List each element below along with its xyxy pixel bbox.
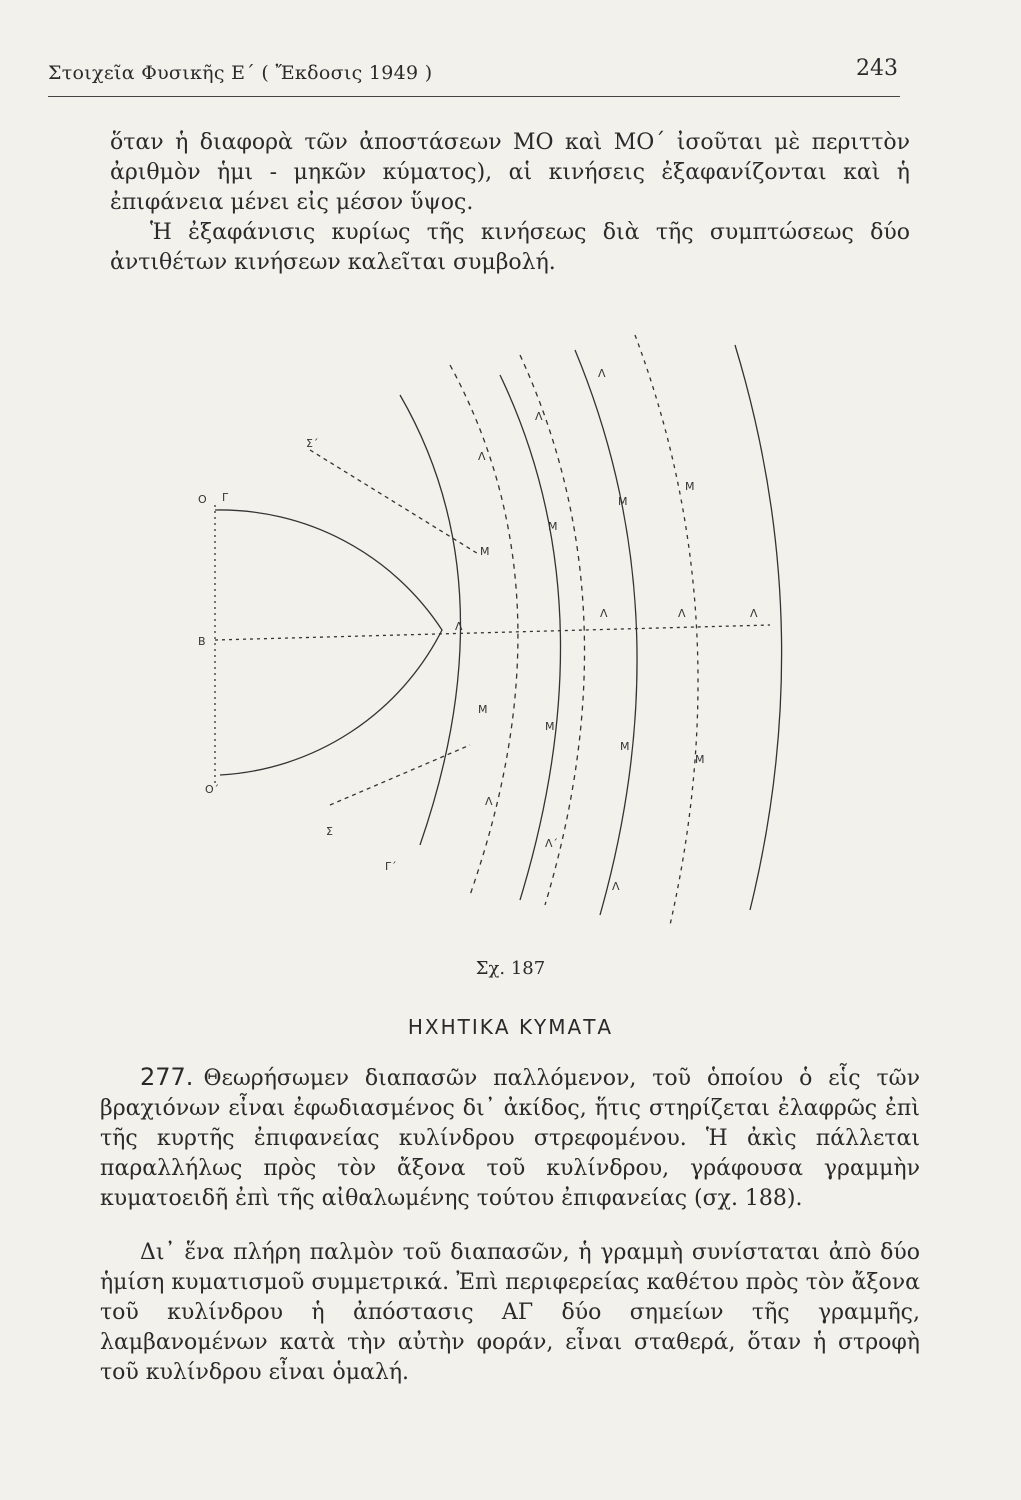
- wave-interference-diagram: [180, 325, 800, 965]
- label-Lambda-6: Λ: [678, 607, 686, 620]
- label-M-7: M: [620, 740, 630, 753]
- label-M-5: M: [478, 703, 488, 716]
- page-number: 243: [856, 56, 898, 81]
- paragraph-3: Θεωρήσωμεν διαπασῶν παλλόμενον, τοῦ ὁποίου ὁ εἷς τῶν βραχιόνων εἶναι ἐφωδιασμένος δι᾿ ἀκίδος, ἥτις στηρίζεται ἐλαφρῶς ἐπὶ τῆς κυρτῆς ἐπιφανείας κυλίνδρου στρεφομένου. Ἡ ἀκὶς πάλλεται παραλλήλως πρὸς τὸν ἄξονα τοῦ κυλίνδρου, γράφουσα γραμμὴν κυματοειδῆ ἐπὶ τῆς αἰθαλωμένης τούτου ἐπιφανείας (σχ. 188).: [100, 1066, 920, 1211]
- label-Gamma-prime: Γ΄: [385, 860, 397, 873]
- wavefront-4: [575, 350, 637, 915]
- label-M-6: M: [545, 720, 555, 733]
- wavefront-5: [735, 345, 782, 910]
- label-M-4: M: [685, 480, 695, 493]
- label-Lambda-3: Λ: [598, 367, 606, 380]
- paragraph-1: ὅταν ἡ διαφορὰ τῶν ἀποστάσεων ΜΟ καὶ ΜΟ΄ ἰσοῦται μὲ περιττὸν ἀριθμὸν ἡμι - μηκῶν κύματος), αἱ κινήσεις ἐξαφανίζονται καὶ ἡ ἐπιφάνεια μένει εἰς μέσον ὕψος.: [110, 130, 910, 215]
- label-M-1: M: [480, 545, 490, 558]
- lower-diagonal: [330, 745, 470, 805]
- label-B: B: [198, 635, 206, 648]
- paragraph-2: Ἡ ἐξαφάνισις κυρίως τῆς κινήσεως διὰ τῆς συμπτώσεως δύο ἀντιθέτων κινήσεων καλεῖται συμβολή.: [110, 220, 910, 275]
- section-277-continued: [100, 1238, 920, 1388]
- running-title: Στοιχεῖα Φυσικῆς Ε΄ ( Ἔκδοσις 1949 ): [48, 62, 433, 84]
- wavefront-2: [400, 395, 461, 845]
- label-Lambda-2: Λ: [535, 410, 543, 423]
- label-Lambda-prime: Λ΄: [545, 837, 559, 850]
- horizontal-axis: [215, 625, 770, 640]
- label-M-8: M: [695, 753, 705, 766]
- figure-caption: Σχ. 187: [475, 958, 546, 979]
- section-277: [100, 1062, 920, 1214]
- label-Lambda-5: Λ: [600, 607, 608, 620]
- page-header: [48, 56, 898, 92]
- label-O-prime: O΄: [205, 783, 220, 796]
- label-Lambda-8: Λ: [485, 795, 493, 808]
- label-M-3: M: [618, 495, 628, 508]
- intro-text: [110, 128, 910, 278]
- label-M-2: M: [548, 520, 558, 533]
- wavefront-1: [215, 510, 442, 775]
- upper-diagonal: [310, 450, 480, 555]
- label-Sigma-prime: Σ΄: [306, 437, 319, 450]
- section-heading: ΗΧΗΤΙΚΑ ΚΥΜΑΤΑ: [407, 1015, 614, 1039]
- label-Lambda-4: Λ: [455, 620, 463, 633]
- label-O: O: [198, 493, 207, 506]
- label-Lambda-7: Λ: [750, 607, 758, 620]
- section-number: 277.: [140, 1063, 194, 1091]
- paragraph-4: Δι᾿ ἕνα πλήρη παλμὸν τοῦ διαπασῶν, ἡ γραμμὴ συνίσταται ἀπὸ δύο ἡμίση κυματισμοῦ συμμετρικά. Ἐπὶ περιφερείας καθέτου πρὸς τὸν ἄξονα τοῦ κυλίνδρου ἡ ἀπόστασις ΑΓ δύο σημείων τῆς γραμμῆς, λαμβανομένων κατὰ τὴν αὐτὴν φοράν, εἶναι σταθερά, ὅταν ἡ στροφὴ τοῦ κυλίνδρου εἶναι ὁμαλή.: [100, 1240, 920, 1385]
- label-Sigma: Σ: [326, 825, 333, 838]
- wavefront-3: [500, 375, 561, 900]
- label-Lambda-1: Λ: [478, 450, 486, 463]
- wavefront-dashed-3: [635, 335, 698, 925]
- header-rule: [48, 96, 900, 97]
- label-Lambda-9: Λ: [612, 880, 620, 893]
- figure-187: [180, 325, 800, 965]
- label-Gamma: Γ: [222, 491, 229, 504]
